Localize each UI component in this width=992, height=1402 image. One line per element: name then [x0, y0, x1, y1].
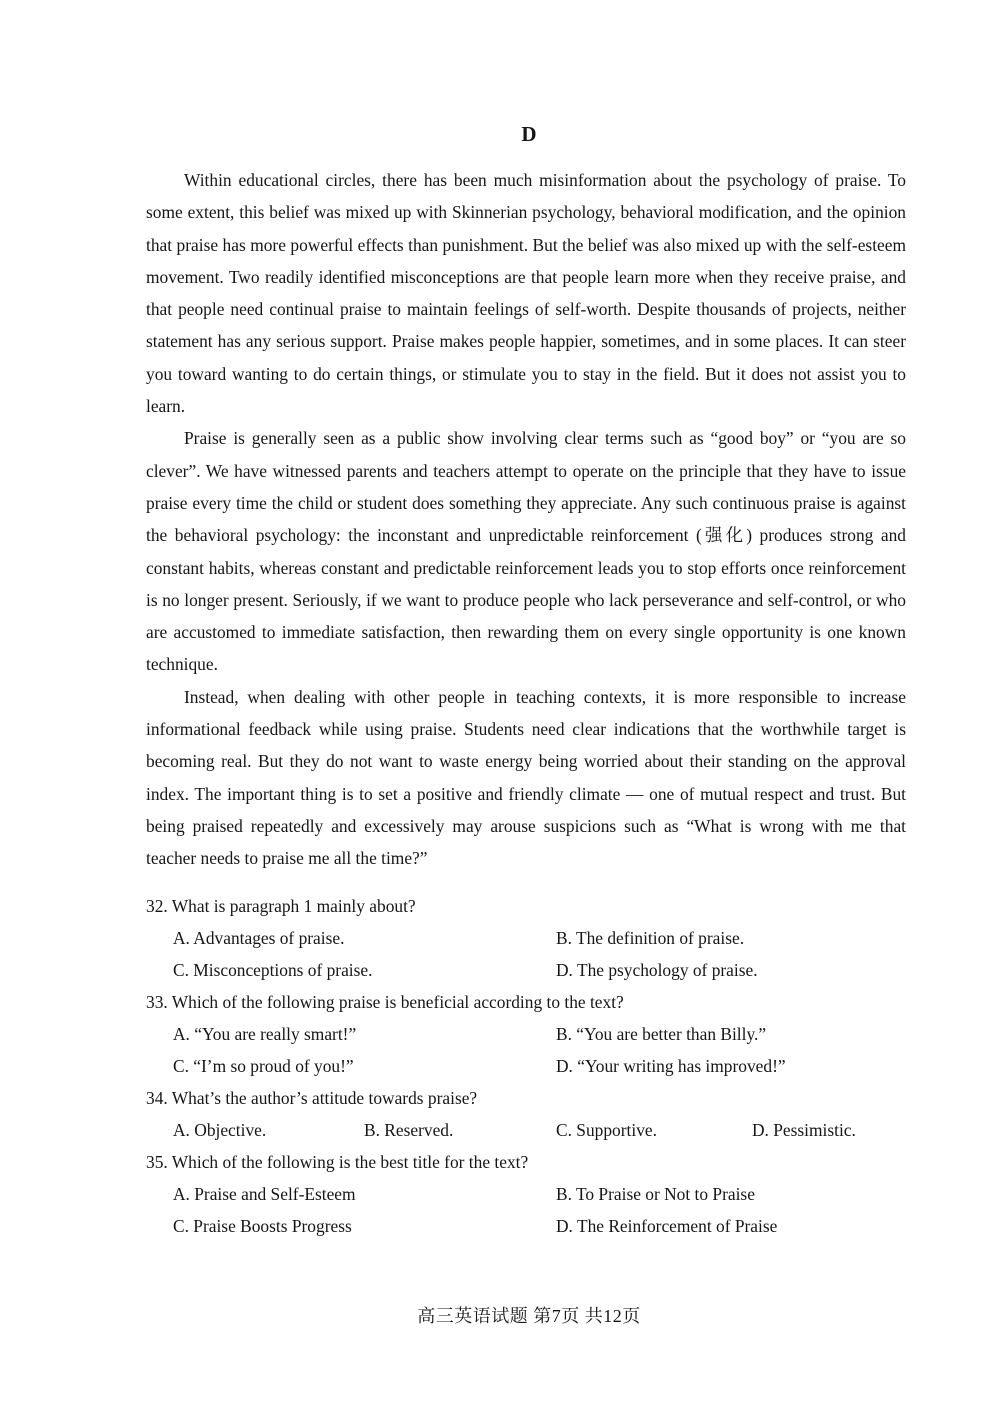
reading-passage: [146, 164, 906, 875]
option-d: D. Pessimistic.: [752, 1120, 856, 1140]
option-a: A. Objective.: [173, 1120, 267, 1140]
paragraph-3: Instead, when dealing with other people in teaching contexts, it is more responsible to increase informational feedback while using praise. Students need clear indications that the worthwhile target is becoming real. But they do not want to waste energy being worried about their standing on the approval index. The important thing is to set a positive and friendly climate — one of mutual respect and trust. But being praised repeatedly and excessively may arouse suspicions such as “What is wrong with me that teacher needs to praise me all the time?”: [146, 686, 906, 869]
paragraph-1: Within educational circles, there has been much misinformation about the psychology of praise. To some extent, this belief was mixed up with Skinnerian psychology, behavioral modification, and the opinion that praise has more powerful effects than punishment. But the belief was also mixed up with the self-esteem movement. Two readily identified misconceptions are that people learn more when they receive praise, and that people need continual praise to maintain feelings of self-worth. Despite thousands of projects, neither statement has any serious support. Praise makes people happier, sometimes, and in some places. It can steer you toward wanting to do certain things, or stimulate you to stay in the field. But it does not assist you to learn.: [146, 170, 906, 417]
option-c: C. Supportive.: [556, 1120, 657, 1140]
option-row: [146, 922, 906, 954]
option-c: C. Misconceptions of praise.: [173, 960, 373, 980]
option-b: B. To Praise or Not to Praise: [556, 1184, 755, 1204]
option-row: [146, 1050, 906, 1082]
question-stem: 35. Which of the following is the best title for the text?: [146, 1152, 529, 1172]
option-b: B. The definition of praise.: [556, 928, 745, 948]
question-33: [146, 986, 906, 1082]
option-row: [146, 1018, 906, 1050]
option-d: D. “Your writing has improved!”: [556, 1056, 786, 1076]
question-34: [146, 1082, 906, 1146]
question-35: [146, 1146, 906, 1242]
paragraph-2: Praise is generally seen as a public show involving clear terms such as “good boy” or “you are so clever”. We have witnessed parents and teachers attempt to operate on the principle that they have to issue praise every time the child or student does something they appreciate. Any such continuous praise is against the behavioral psychology: the inconstant and unpredictable reinforcement (强化) produces strong and constant habits, whereas constant and predictable reinforcement leads you to stop efforts once reinforcement is no longer present. Seriously, if we want to produce people who lack perseverance and self-control, or who are accustomed to immediate satisfaction, then rewarding them on every single opportunity is one known technique.: [146, 428, 906, 675]
option-row: [146, 1114, 906, 1146]
option-a: A. Praise and Self-Esteem: [173, 1184, 356, 1204]
option-b: B. “You are better than Billy.”: [556, 1024, 767, 1044]
option-c: C. Praise Boosts Progress: [173, 1216, 352, 1236]
option-row: [146, 1210, 906, 1242]
option-a: A. Advantages of praise.: [173, 928, 345, 948]
question-stem: 34. What’s the author’s attitude towards praise?: [146, 1088, 478, 1108]
option-c: C. “I’m so proud of you!”: [173, 1056, 354, 1076]
option-b: B. Reserved.: [364, 1120, 454, 1140]
option-row: [146, 954, 906, 986]
question-stem: 33. Which of the following praise is beneficial according to the text?: [146, 992, 624, 1012]
option-d: D. The psychology of praise.: [556, 960, 758, 980]
option-row: [146, 1178, 906, 1210]
section-title: D: [521, 122, 537, 146]
question-32: [146, 890, 906, 986]
option-d: D. The Reinforcement of Praise: [556, 1216, 778, 1236]
question-stem: 32. What is paragraph 1 mainly about?: [146, 896, 416, 916]
option-a: A. “You are really smart!”: [173, 1024, 357, 1044]
page-footer: 高三英语试题 第7页 共12页: [417, 1306, 641, 1326]
question-list: [146, 890, 906, 1242]
